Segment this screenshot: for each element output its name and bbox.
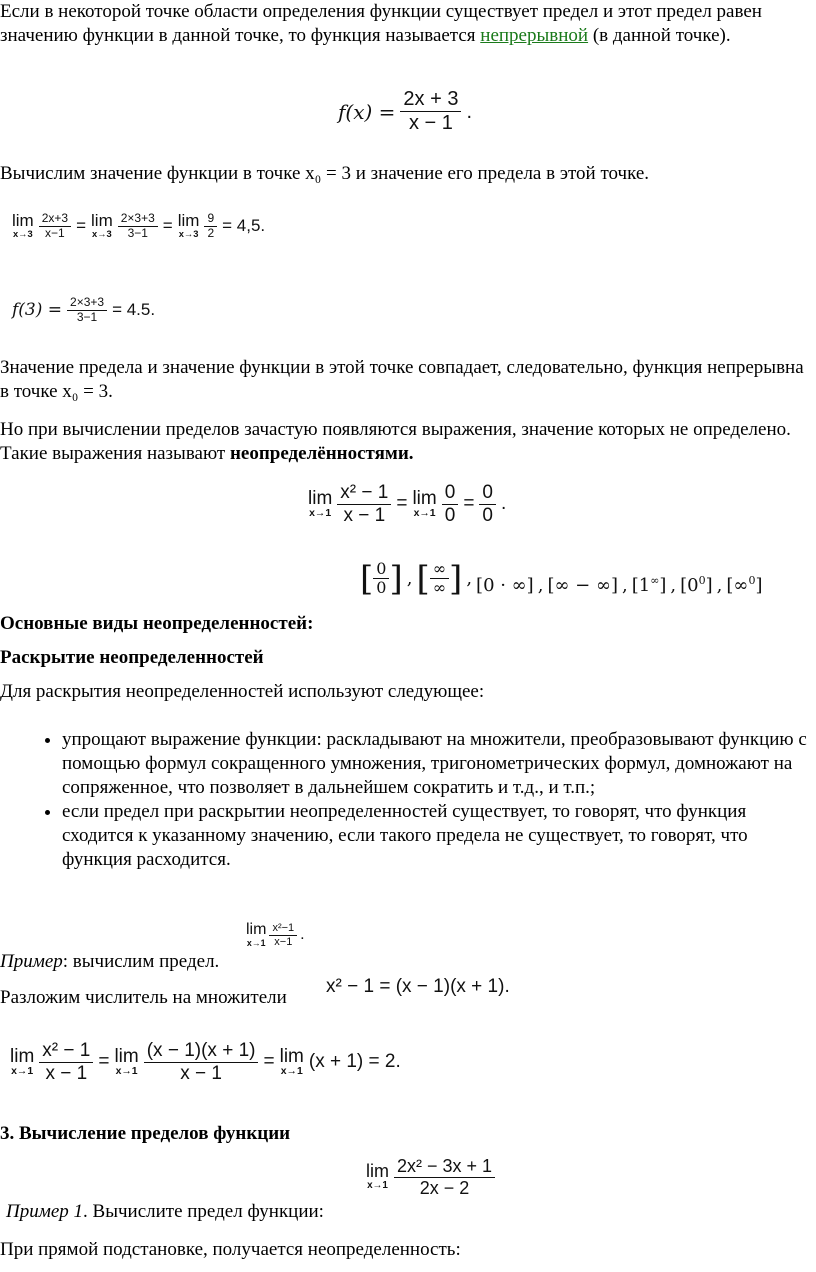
numerator: 2x+3 (39, 212, 71, 227)
factor-text: Разложим числитель на множители (0, 987, 287, 1008)
formula-end: . (466, 100, 473, 123)
formula-end: . (300, 926, 305, 944)
intro-tail: (в данной точке). (588, 25, 731, 46)
lim-sub: x→1 (11, 1065, 34, 1077)
list-item: • если предел при раскрытии неопределенностей существует, то говорят, что функция сходится к указанному значению, если такого предела не существует, то говорят, что функция расходится. (62, 800, 810, 872)
direct-sub-line (0, 1238, 810, 1262)
section-heading: 3. Вычисление пределов функции (0, 1123, 291, 1144)
lim-operator (246, 922, 266, 949)
denominator: x − 1 (180, 1062, 222, 1084)
lim-sub: x→1 (246, 938, 266, 948)
denominator: x − 1 (343, 504, 386, 526)
example1-line (6, 1200, 810, 1224)
type-zero-power-zero: $[0^0]$ (680, 573, 713, 596)
example-line (0, 950, 810, 974)
fraction (39, 212, 71, 241)
indeterminacy-paragraph (0, 418, 810, 466)
types-label: Основные виды неопределенностей: (0, 613, 314, 634)
equals: = (463, 493, 475, 515)
lim-operator (10, 1047, 34, 1079)
example1-prefix: Пример 1 (6, 1201, 84, 1222)
lim-word: lim (366, 1161, 389, 1182)
equals: = (263, 1051, 275, 1073)
formula-limit-3 (12, 212, 265, 241)
denominator: x − 1 (408, 112, 453, 134)
fraction (204, 212, 217, 241)
fraction (39, 1040, 93, 1085)
continuous-link[interactable]: непрерывной (480, 25, 589, 46)
type-inf-power-zero: [∞$^0$] (726, 573, 763, 596)
fraction (400, 88, 461, 135)
lim-word: lim (246, 921, 267, 938)
direct-sub-text: При прямой подстановке, получается неопределенность: (0, 1239, 461, 1260)
numerator: 9 (204, 212, 217, 227)
example1-text: . Вычислите предел функции: (83, 1201, 324, 1222)
example1-formula (366, 1156, 495, 1198)
calc-paragraph (0, 162, 810, 186)
denominator: 3−1 (127, 225, 148, 240)
lim-sub: x→1 (115, 1065, 138, 1077)
fraction (442, 482, 459, 527)
type-one-power-inf: [1∞] (631, 573, 667, 596)
use-paragraph (0, 680, 810, 704)
equals: = (98, 1051, 110, 1073)
heading-open (0, 646, 810, 670)
use-text: Для раскрытия неопределенностей используют следующее: (0, 681, 485, 702)
numerator: 2x + 3 (400, 88, 461, 112)
intro-paragraph (0, 0, 810, 48)
lim-sub: x→1 (309, 507, 332, 519)
denominator: 3−1 (76, 309, 98, 324)
lim-sub: x→1 (280, 1065, 303, 1077)
lim-word: lim (91, 211, 113, 231)
formula-factored-limit (10, 1040, 401, 1085)
formula-limit-zero-over-zero (308, 482, 506, 527)
conclusion-text: Значение предела и значение функции в этой точке совпадает, следовательно, функция непрерывна в точке x₀ = 3. (0, 357, 804, 402)
indeterminacy-types: [ $\frac{0}{0}$ ] , [ $\frac{\infty}{\infty}$ ] , [0 · ∞] , [∞ − ∞] , [1∞] , $[0^0]$ , [∞$^0$] (360, 558, 763, 599)
example-prefix: Пример (0, 951, 63, 972)
lim-word: lim (279, 1045, 304, 1067)
denominator: 2 (207, 225, 215, 240)
lim-word: lim (177, 211, 200, 231)
numerator: x²−1 (269, 922, 297, 936)
denominator: 0 (482, 504, 493, 526)
lim-operator (308, 489, 332, 521)
heading-3 (0, 1122, 810, 1146)
lim-operator (178, 212, 200, 240)
section-heading: Раскрытие неопределенностей (0, 647, 264, 668)
equals: = (76, 216, 87, 236)
lim-sub: x→3 (12, 229, 33, 240)
equals: = (396, 493, 408, 515)
numerator: 0 (479, 482, 496, 505)
lim-operator (12, 212, 34, 240)
formula-lhs: f(x) = (338, 99, 396, 124)
numerator: 2x² − 3x + 1 (394, 1156, 495, 1178)
formula-end: . (501, 493, 507, 515)
numerator: (x − 1)(x + 1) (144, 1040, 259, 1063)
equals: = (162, 216, 173, 236)
lim-word: lim (412, 487, 437, 509)
factor-formula: x² − 1 = (x − 1)(x + 1). (326, 976, 510, 997)
calc-text: Вычислим значение функции в точке x₀ = 3 и значение его предела в этой точке. (0, 163, 650, 184)
formula-f-of-3 (12, 296, 155, 325)
fraction (269, 922, 297, 948)
lim-sub: x→1 (367, 1180, 388, 1192)
lim-sub: x→1 (413, 507, 436, 519)
type-inf-over-inf: [ $\frac{\infty}{\infty}$ ] (416, 558, 463, 599)
methods-list (0, 728, 810, 872)
fraction (118, 212, 158, 241)
fraction (479, 482, 496, 527)
type-zero-times-inf: [0 · ∞] (476, 574, 534, 596)
denominator: x−1 (274, 935, 293, 948)
types-label-block (0, 612, 810, 636)
denominator: 0 (444, 504, 456, 526)
fraction (144, 1040, 259, 1085)
lim-operator (366, 1162, 389, 1192)
example-text: : вычислим предел. (62, 951, 220, 972)
denominator: x − 1 (45, 1062, 88, 1084)
fraction (394, 1156, 495, 1198)
denominator: 2x − 2 (419, 1177, 470, 1198)
intro-text: Если в некоторой точке области определения функции существует предел и этот предел равен значению функции в данной точке, то функция называется (0, 1, 762, 46)
numerator: x² − 1 (39, 1040, 93, 1063)
lim-operator (412, 489, 436, 521)
fraction (337, 482, 391, 527)
lim-operator (91, 212, 113, 240)
indeterminacy-text: Но при вычислении пределов зачастую появляются выражения, значение которых не определено. Такие выражения называют (0, 419, 791, 464)
numerator: x² − 1 (337, 482, 391, 505)
example-formula (246, 922, 305, 949)
result: = 4.5. (112, 300, 156, 320)
lim-sub: x→3 (178, 229, 199, 240)
numerator: 2×3+3 (67, 296, 107, 311)
formula-f-of-x (338, 88, 472, 135)
type-inf-minus-inf: [∞ − ∞] (547, 574, 618, 596)
lim-word: lim (10, 1045, 35, 1067)
lim-word: lim (114, 1045, 139, 1067)
denominator: x−1 (45, 225, 65, 240)
result: = 4,5. (222, 216, 266, 236)
numerator: 0 (442, 482, 459, 505)
type-zero-over-zero: [ $\frac{0}{0}$ ] (360, 558, 403, 599)
lim-operator (114, 1047, 138, 1079)
indeterminacy-term: неопределённостями. (229, 443, 414, 464)
lim-word: lim (12, 211, 34, 231)
lim-word: lim (308, 487, 333, 509)
lim-operator (280, 1047, 304, 1079)
numerator: 2×3+3 (118, 212, 158, 227)
fraction (67, 296, 107, 325)
formula-lhs: f(3) = (12, 300, 63, 321)
result: (x + 1) = 2. (308, 1051, 401, 1073)
list-item: • упрощают выражение функции: раскладывают на множители, преобразовывают функцию с помощью формул сокращенного умножения, тригонометрических формул, домножают на сопряженное, что позволяет в дальнейшем сократить и т.д., и т.п.; (62, 728, 810, 800)
conclusion-paragraph (0, 356, 810, 404)
lim-sub: x→3 (92, 229, 112, 240)
